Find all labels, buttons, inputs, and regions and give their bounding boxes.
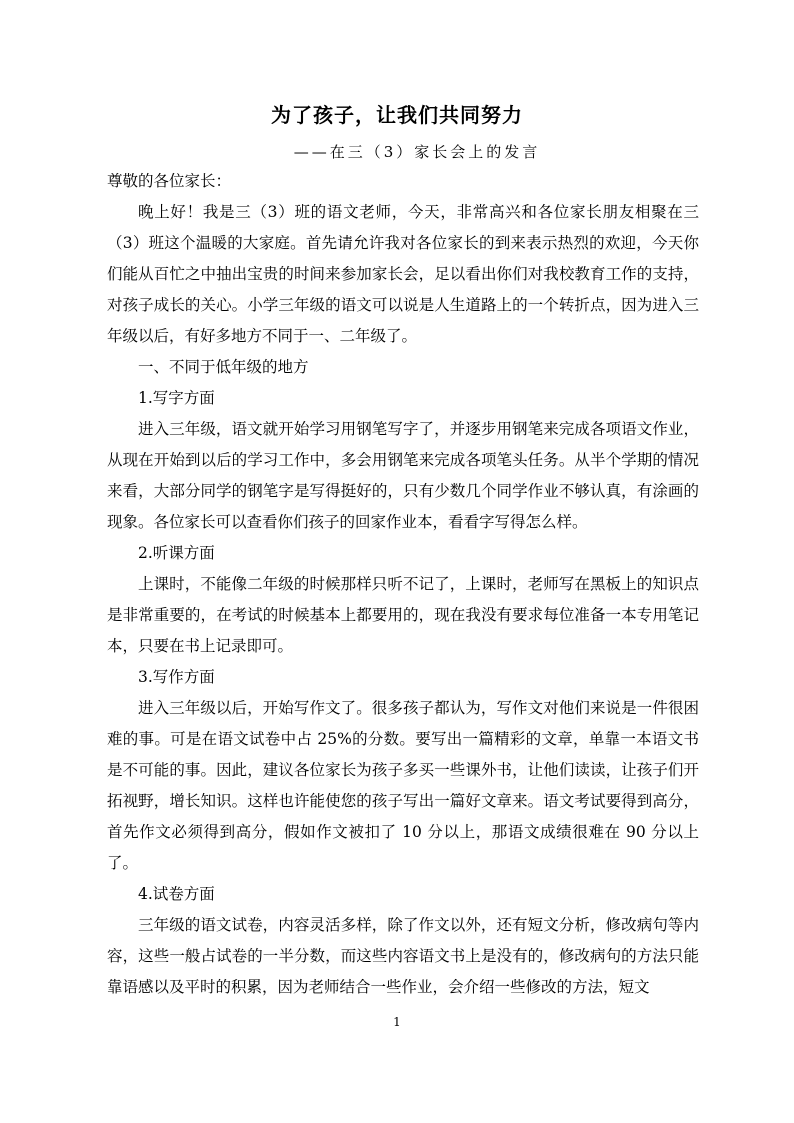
subsection-text-composition: 进入三年级以后，开始写作文了。很多孩子都认为，写作文对他们来说是一件很困难的事。可是在语文试卷中占 25%的分数。要写出一篇精彩的文章，单靠一本语文书是不可能的事。因此，建议各位家长为孩子多买一些课外书，让他们读读，让孩子们开拓视野，增长知识。这样也许能使您的孩子写出一篇好文章来。语文考试要得到高分，首先作文必须得到高分，假如作文被扣了 10 分以上，那语文成绩很难在 90 分以上了。	[107, 699, 699, 872]
document-body	[107, 166, 699, 1003]
page-number: 1	[393, 1015, 401, 1029]
subsection-text-listening: 上课时，不能像二年级的时候那样只听不记了，上课时，老师写在黑板上的知识点是非常重要的，在考试的时候基本上都要用的，现在我没有要求每位准备一本专用笔记本，只要在书上记录即可。	[107, 575, 699, 655]
subsection-heading-listening: 2.听课方面	[138, 544, 215, 562]
subsection-heading-composition: 3.写作方面	[138, 668, 215, 686]
intro-paragraph: 晚上好！我是三（3）班的语文老师，今天，非常高兴和各位家长朋友相聚在三（3）班这个温暖的大家庭。首先请允许我对各位家长的到来表示热烈的欢迎，今天你们能从百忙之中抽出宝贵的时间来参加家长会，足以看出你们对我校教育工作的支持，对孩子成长的关心。小学三年级的语文可以说是人生道路上的一个转折点，因为进入三年级以后，有好多地方不同于一、二年级了。	[107, 203, 699, 345]
subsection-text-writing: 进入三年级，语文就开始学习用钢笔写字了，并逐步用钢笔来完成各项语文作业，从现在开始到以后的学习工作中，多会用钢笔来完成各项笔头任务。从半个学期的情况来看，大部分同学的钢笔字是写得挺好的，只有少数几个同学作业不够认真，有涂画的现象。各位家长可以查看你们孩子的回家作业本，看看字写得怎么样。	[107, 420, 699, 531]
subsection-heading-exam: 4.试卷方面	[138, 885, 215, 903]
document-subtitle: ——在三（3）家长会上的发言	[293, 143, 541, 161]
document-title: 为了孩子，让我们共同努力	[271, 103, 523, 127]
section-heading: 一、不同于低年级的地方	[138, 358, 309, 376]
subsection-heading-writing: 1.写字方面	[138, 389, 215, 407]
subsection-text-exam: 三年级的语文试卷，内容灵活多样，除了作文以外，还有短文分析，修改病句等内容，这些一般占试卷的一半分数，而这些内容语文书上是没有的，修改病句的方法只能靠语感以及平时的积累，因为老师结合一些作业，会介绍一些修改的方法，短文	[107, 916, 699, 996]
salutation: 尊敬的各位家长：	[107, 172, 232, 190]
